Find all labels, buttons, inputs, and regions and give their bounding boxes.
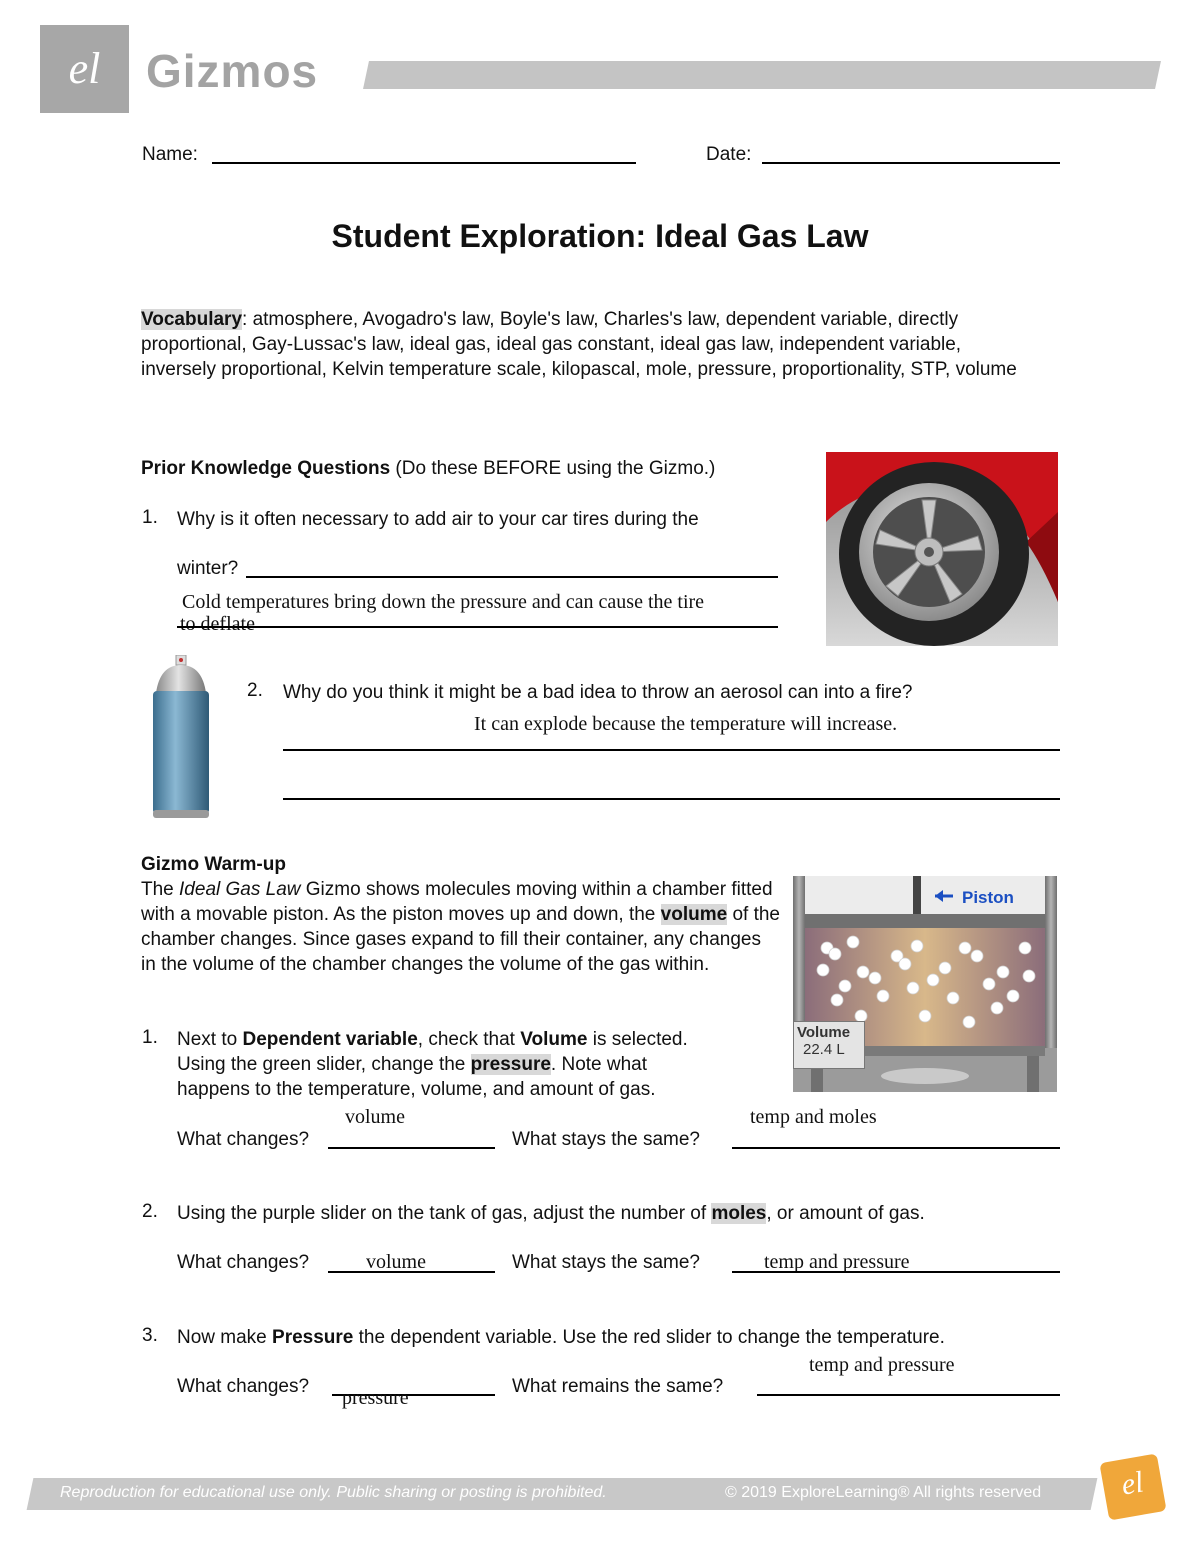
warmup-q1-changes-label: What changes? (177, 1129, 310, 1150)
prior-q1-answer-line-1[interactable] (246, 576, 778, 578)
prior-heading-title: Prior Knowledge Questions (141, 458, 391, 479)
logo-box (40, 25, 129, 113)
car-tire-image (826, 452, 1058, 646)
warmup-q2-changes-label: What changes? (177, 1252, 310, 1273)
warmup-q3-same-line[interactable] (757, 1394, 1060, 1396)
prior-q2-answer-line-1[interactable] (283, 749, 1060, 751)
warmup-paragraph (141, 877, 781, 977)
warmup-p-bold: volume (660, 904, 728, 925)
warmup-q1-t5: . Note what (550, 1054, 648, 1075)
warmup-q3-b1: Pressure (272, 1327, 354, 1348)
warmup-q1-same-line[interactable] (732, 1147, 1060, 1149)
prior-q1-number: 1. (142, 507, 158, 528)
logo-mark: el (68, 44, 101, 93)
warmup-q2-text (177, 1201, 1057, 1226)
date-field[interactable] (762, 162, 1060, 164)
warmup-q1-same-label: What stays the same? (512, 1129, 700, 1150)
warmup-q1-b2: Volume (520, 1029, 588, 1050)
prior-q2-text: Why do you think it might be a bad idea to throw an aerosol can into a fire? (283, 682, 913, 703)
warmup-q1-t3: is selected. (587, 1029, 688, 1050)
name-field[interactable] (212, 162, 636, 164)
warmup-q2-same-line[interactable] (732, 1271, 1060, 1273)
warmup-q3-number: 3. (142, 1325, 158, 1346)
warmup-q1-b3: pressure (470, 1054, 551, 1075)
warmup-q2-t1: Using the purple slider on the tank of gas, adjust the number of (177, 1203, 712, 1224)
prior-heading (141, 456, 715, 481)
warmup-q1-t2: , check that (417, 1029, 521, 1050)
warmup-q2-t2: , or amount of gas. (766, 1203, 925, 1224)
warmup-p-a: The (141, 879, 180, 900)
warmup-q1-changes-answer: volume (345, 1106, 405, 1128)
prior-q1-text: Why is it often necessary to add air to your car tires during the (177, 509, 699, 530)
date-label: Date: (706, 144, 752, 165)
prior-heading-note: (Do these BEFORE using the Gizmo.) (390, 458, 716, 479)
piston-label: Piston (962, 888, 1014, 907)
footer-logo-mark: el (1118, 1465, 1146, 1502)
warmup-heading-text: Gizmo Warm-up (141, 854, 286, 875)
warmup-q1-changes-line[interactable] (328, 1147, 495, 1149)
footer-left-text: Reproduction for educational use only. Public sharing or posting is prohibited. (60, 1484, 607, 1501)
warmup-q1-number: 1. (142, 1027, 158, 1048)
warmup-p-b: Gizmo shows molecules moving within a chamber fitted with a movable piston. As the piston moves up and down, the (141, 879, 773, 925)
volume-readout (793, 1021, 865, 1069)
header-bar (363, 61, 1161, 89)
page-title: Student Exploration: Ideal Gas Law (331, 218, 869, 254)
warmup-q1-same-answer: temp and moles (750, 1106, 877, 1128)
aerosol-can-image (150, 655, 212, 820)
volume-value: 22.4 L (803, 1041, 845, 1058)
warmup-q2-b1: moles (711, 1203, 767, 1224)
prior-q1-answer-line-2[interactable] (177, 626, 778, 628)
warmup-q3-same-label: What remains the same? (512, 1376, 724, 1397)
vocabulary-label: Vocabulary (141, 309, 243, 330)
footer-right-text: © 2019 ExploreLearning® All rights reserved (725, 1484, 1042, 1501)
warmup-q3-changes-label: What changes? (177, 1376, 310, 1397)
prior-q1-answer: Cold temperatures bring down the pressure and can cause the tire (182, 591, 705, 613)
prior-q2-number: 2. (247, 680, 263, 701)
warmup-q3-changes-answer: pressure (342, 1387, 409, 1409)
prior-q1-answer-b: to deflate (180, 613, 255, 635)
warmup-heading (141, 852, 286, 877)
warmup-q1-b1: Dependent variable (242, 1029, 418, 1050)
warmup-q2-changes-answer: volume (366, 1251, 426, 1273)
warmup-q2-same-label: What stays the same? (512, 1252, 700, 1273)
warmup-q3-t2: the dependent variable. Use the red slider to change the temperature. (353, 1327, 945, 1348)
vocabulary-paragraph (141, 307, 1021, 382)
prior-q2-answer-line-2[interactable] (283, 798, 1060, 800)
warmup-p-italic: Ideal Gas Law (179, 879, 301, 900)
warmup-q1-t1: Next to (177, 1029, 243, 1050)
warmup-q1-t6: happens to the temperature, volume, and amount of gas. (177, 1079, 656, 1100)
warmup-q2-same-answer: temp and pressure (764, 1251, 910, 1273)
warmup-p-c: of the chamber changes. Since gases expand to fill their container, any changes in the volume of the chamber changes the volume of the gas within. (141, 904, 781, 975)
vocabulary-text: : atmosphere, Avogadro's law, Boyle's law, Charles's law, dependent variable, directly proportional, Gay-Lussac's law, ideal gas, ideal gas constant, ideal gas law, independent variable, inversely proportional, Kelvin temperature scale, kilopascal, mole, pressure, proportionality, STP, volume (141, 309, 1017, 380)
warmup-q3-text (177, 1325, 1067, 1350)
piston-gizmo-image (793, 876, 1057, 1092)
warmup-q2-number: 2. (142, 1201, 158, 1222)
volume-label: Volume (797, 1024, 851, 1041)
prior-q1-text-b: winter? (177, 558, 239, 579)
footer-logo (1099, 1453, 1166, 1520)
warmup-q2-changes-line[interactable] (328, 1271, 495, 1273)
brand-name: Gizmos (146, 45, 319, 97)
warmup-q3-same-answer: temp and pressure (809, 1354, 955, 1376)
name-label: Name: (142, 144, 198, 165)
warmup-q3-t1: Now make (177, 1327, 273, 1348)
warmup-q1-text (177, 1027, 777, 1102)
prior-q2-answer: It can explode because the temperature will increase. (474, 713, 898, 735)
warmup-q1-t4: Using the green slider, change the (177, 1054, 471, 1075)
